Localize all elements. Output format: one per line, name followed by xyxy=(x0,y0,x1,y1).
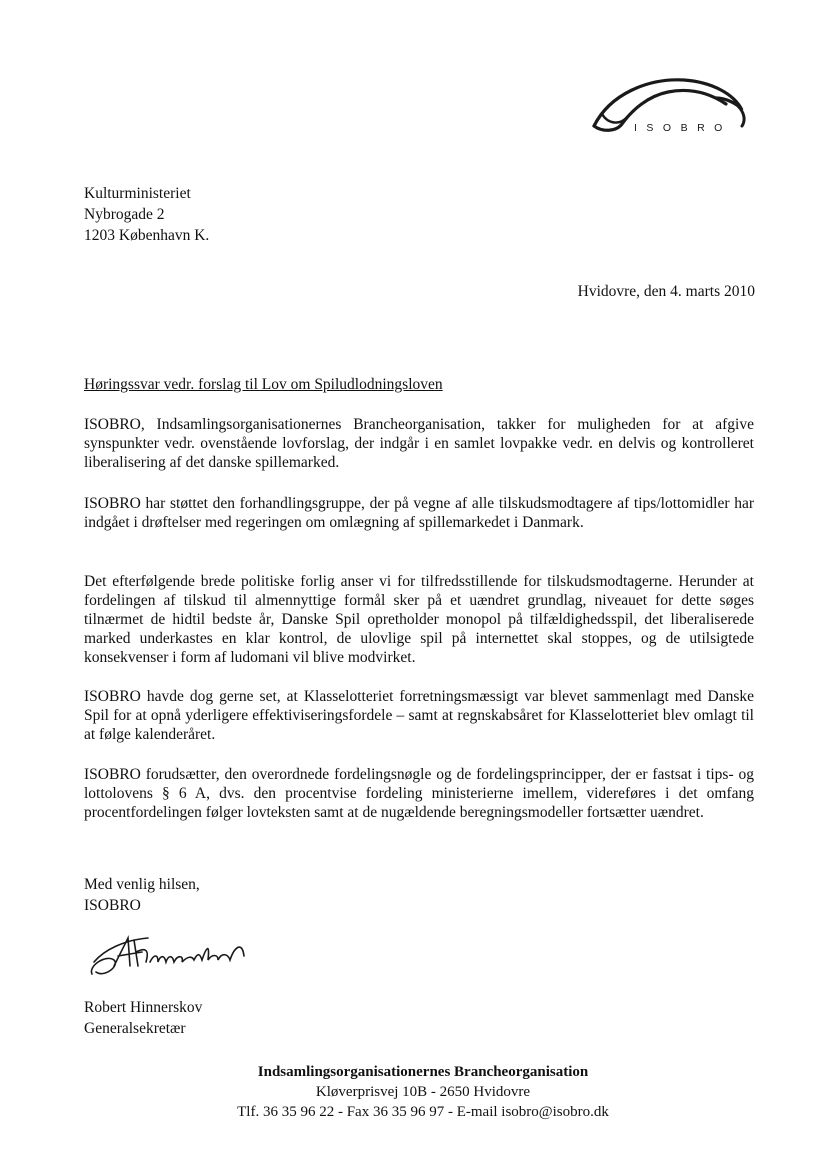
letter-subject: Høringssvar vedr. forslag til Lov om Spiludlodningsloven xyxy=(84,376,443,393)
letter-footer xyxy=(0,1062,826,1122)
body-paragraph-1: ISOBRO, Indsamlingsorganisationernes Brancheorganisation, takker for muligheden for at afgive synspunkter vedr. ovenstående lovforslag, der indgår i en samlet lovpakke vedr. en delvis og kontrolleret liberalisering af det danske spillemarked. xyxy=(84,416,754,471)
closing-greeting: Med venlig hilsen, xyxy=(84,876,200,893)
body-paragraph-5: ISOBRO forudsætter, den overordnede fordelingsnøgle og de fordelingsprincipper, der er fastsat i tips- og lottolovens § 6 A, dvs. den procentvise fordeling ministerierne imellem, videreføres i det omfang procentfordelingen følger lovteksten samt at de nugældende beregningsmodeller fortsætter uændret. xyxy=(84,766,754,821)
isobro-logo xyxy=(588,74,748,140)
recipient-city: 1203 København K. xyxy=(84,227,210,244)
footer-contact: Tlf. 36 35 96 22 - Fax 36 35 96 97 - E-mail isobro@isobro.dk xyxy=(237,1104,609,1120)
closing-org: ISOBRO xyxy=(84,897,141,914)
signer-title: Generalsekretær xyxy=(84,1020,186,1037)
letter-date: Hvidovre, den 4. marts 2010 xyxy=(577,283,755,300)
body-paragraph-3: Det efterfølgende brede politiske forlig anser vi for tilfredsstillende for tilskudsmodtagerne. Herunder at fordelingen af tilskud til almennyttige formål sker på et uændret grundlag, niveauet for dette søges tilnærmet de hidtil bedste år, Danske Spil opretholder monopol på tilfældighedsspil, det liberaliserede marked underkastes en klar kontrol, de ulovlige spil på internettet skal stoppes, og de utilsigtede konsekvenser i form af ludomani vil blive modvirket. xyxy=(84,573,754,666)
letter-closing xyxy=(84,874,200,916)
signer-name: Robert Hinnerskov xyxy=(84,999,203,1016)
recipient-name: Kulturministeriet xyxy=(84,185,191,202)
recipient-street: Nybrogade 2 xyxy=(84,206,165,223)
body-paragraph-2: ISOBRO har støttet den forhandlingsgruppe, der på vegne af alle tilskudsmodtagere af tips/lottomidler har indgået i drøftelser med regeringen om omlægning af spillemarkedet i Danmark. xyxy=(84,495,754,531)
body-paragraph-4: ISOBRO havde dog gerne set, at Klasselotteriet forretningsmæssigt var blevet sammenlagt med Danske Spil for at opnå yderligere effektiviseringsfordele – samt at regnskabsåret for Klasselotteriet blev omlagt til at følge kalenderåret. xyxy=(84,688,754,743)
recipient-address xyxy=(84,183,209,246)
handwritten-signature xyxy=(84,926,268,984)
footer-address: Kløverprisvej 10B - 2650 Hvidovre xyxy=(315,1084,531,1100)
logo-wordmark: ISOBRO xyxy=(634,122,732,134)
signer-block xyxy=(84,997,202,1039)
footer-org: Indsamlingsorganisationernes Brancheorganisation xyxy=(257,1064,589,1080)
